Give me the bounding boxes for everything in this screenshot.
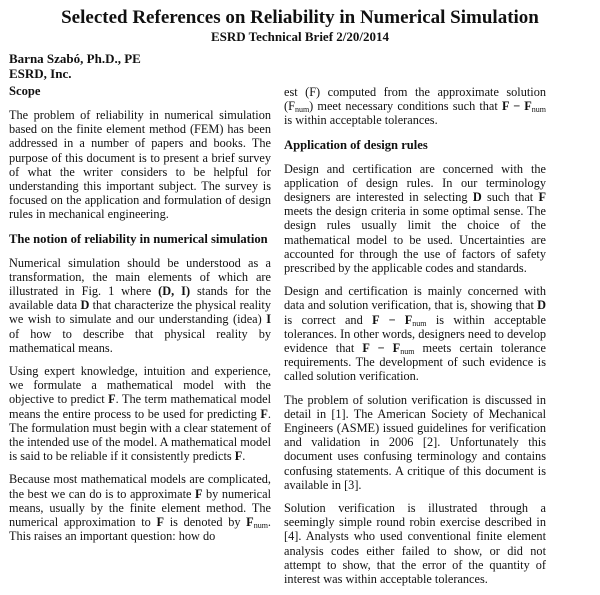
author-organization: ESRD, Inc. bbox=[9, 66, 72, 81]
scope-paragraph: The problem of reliability in numerical simulation based on the finite element method (FEM) has been addressed in a number of papers and books. The purpose of this document is to present a brief survey of what the writer considers to be helpful for understanding this important subject. The survey is focused on the application and formulation of design rules in mechanical engineering. bbox=[9, 108, 271, 222]
author-block bbox=[9, 51, 141, 81]
author-name: Barna Szabó, Ph.D., PE bbox=[9, 51, 141, 66]
design-rules-heading: Application of design rules bbox=[284, 137, 428, 152]
notion-paragraph-1: Numerical simulation should be understood as a transformation, the main elements of which are illustrated in Fig. 1 where (D, I) stands for the available data D that characterize the physical reality we wish to simulate and our understanding (idea) I of how to describe that physical reality by mathematical means. bbox=[9, 255, 271, 355]
document-subtitle: ESRD Technical Brief 2/20/2014 bbox=[210, 29, 390, 44]
design-paragraph-1: Design and certification are concerned with the application of design rules. In our terminology designers are interested in selecting D such that F meets the design criteria in some optimal sense. The design rules usually limit the choice of the mathematical model to be used. Uncertainties are accounted for through the use of factors of safety prescribed by the applicable codes and standards. bbox=[284, 161, 546, 276]
right-column bbox=[284, 85, 546, 595]
verification-paragraph: The problem of solution verification is discussed in detail in [1]. The American Society of Mechanical Engineers (ASME) issued guidelines for verification and validation in 2006 [2]. Unfortunately this document uses confusing terminology and contains confusing statements. A critique of this document is available in [3]. bbox=[284, 392, 546, 492]
left-column bbox=[9, 83, 271, 552]
notion-paragraph-2: Using expert knowledge, intuition and experience, we formulate a mathematical model with the objective to predict F. The term mathematical model means the entire process to be used for predicting F. The formulation must begin with a clear statement of the intended use of the model. A mathematical model is said to be reliable if it consistently predicts F. bbox=[9, 364, 271, 464]
notion-heading: The notion of reliability in numerical simulation bbox=[9, 231, 268, 246]
scope-heading: Scope bbox=[9, 84, 41, 98]
continued-paragraph: est (F) computed from the approximate solution $(F_{num})$ meet necessary conditions such that $F - F_{num}$ is within acceptable tolerances. bbox=[284, 85, 546, 128]
design-paragraph-2: Design and certification is mainly concerned with data and solution verification, that is, showing that D is correct and $F - F_{num}$ is within acceptable tolerances. In other words, designers need to develop evidence that $F - F_{num}$ meets certain tolerance requirements. The development of such evidence is called solution verification. bbox=[284, 284, 546, 384]
document-title: Selected References on Reliability in Numerical Simulation bbox=[61, 7, 539, 28]
round-robin-paragraph: Solution verification is illustrated through a seemingly simple round robin exercise described in [4]. Analysts who used conventional finite element analysis codes either failed to show, or did not attempt to show, that the error of the quantity of interest was within acceptable tolerances. bbox=[284, 501, 546, 587]
notion-paragraph-3: Because most mathematical models are complicated, the best we can do is to approximate F by numerical means, usually by the finite element method. The numerical approximation to F is denoted by $F_{num}$. This raises an important question: how do bbox=[9, 472, 271, 544]
